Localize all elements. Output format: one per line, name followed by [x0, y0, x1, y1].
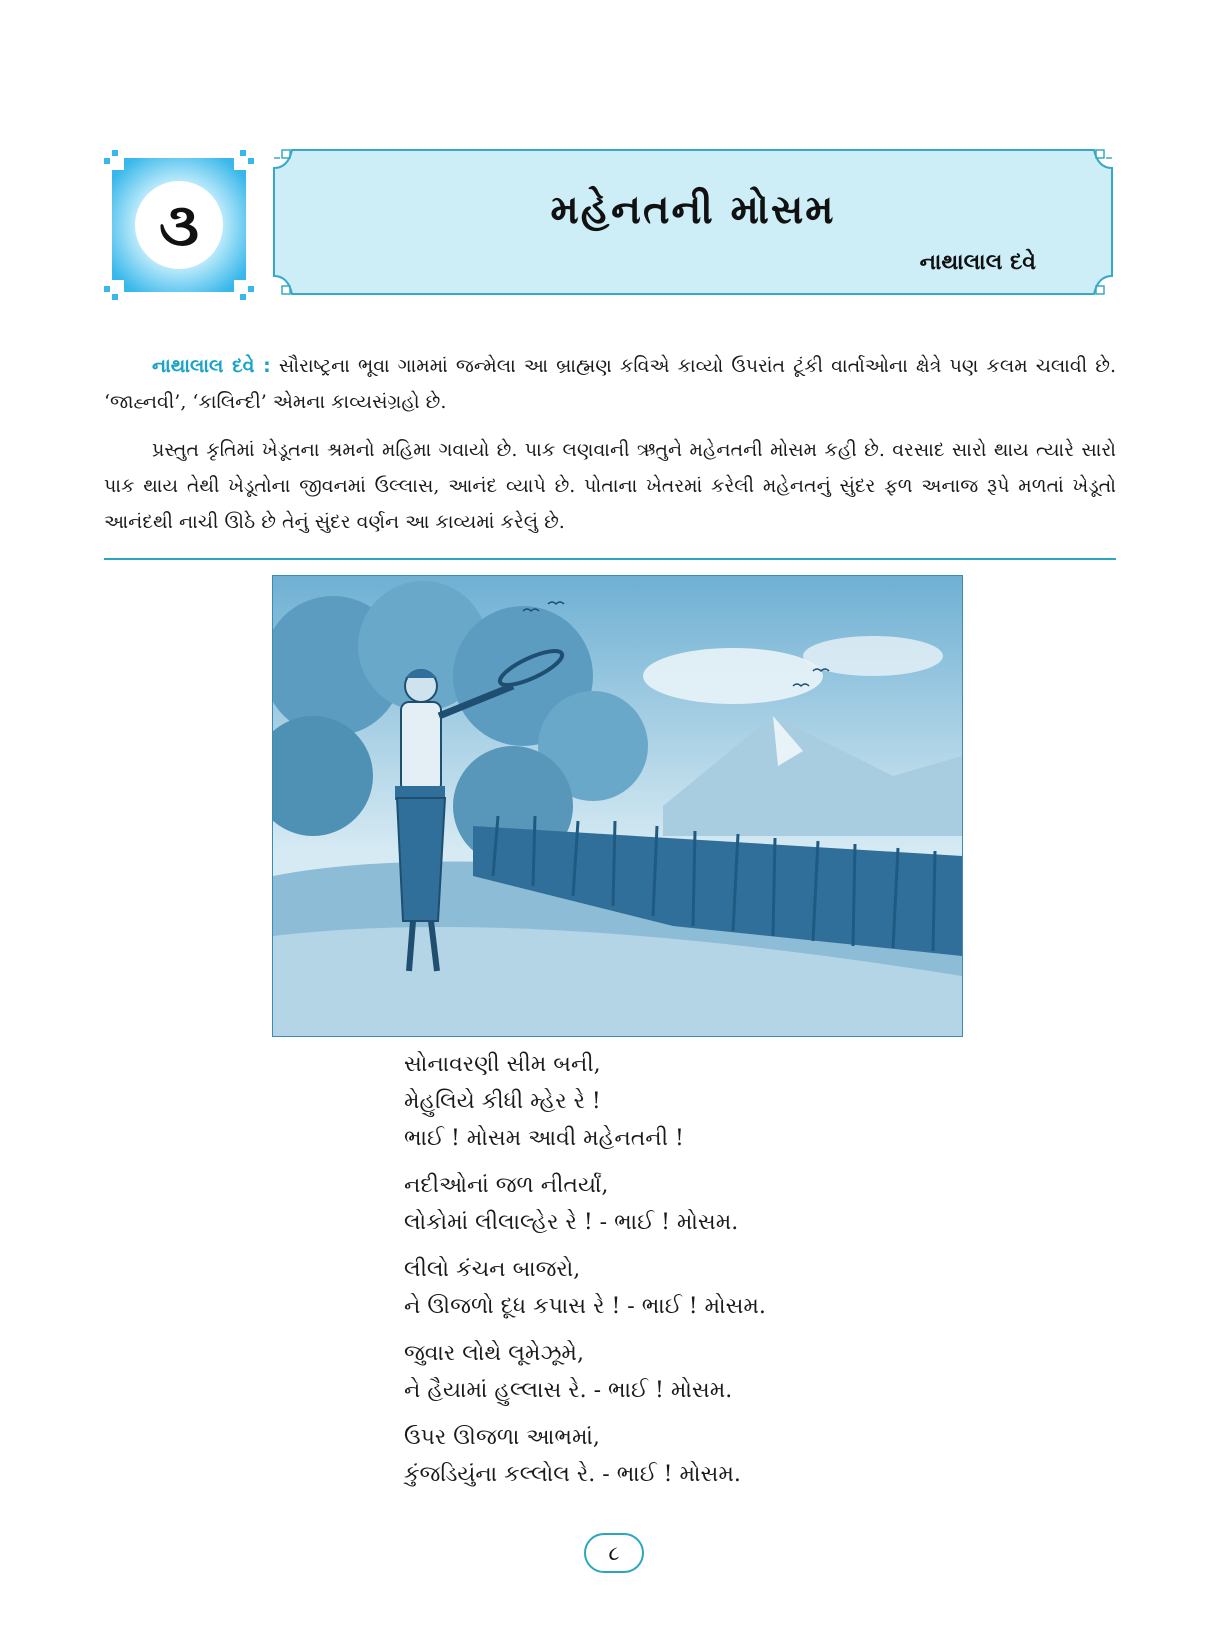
author-bio-paragraph [104, 348, 1116, 420]
summary-paragraph: પ્રસ્તુત કૃતિમાં ખેડૂતના શ્રમનો મહિમા ગવાયો છે. પાક લણવાની ઋતુને મહેનતની મોસમ કહી છે. વરસાદ સારો થાય ત્યારે સારો પાક થાય તેથી ખેડૂતોના જીવનમાં ઉલ્લાસ, આનંદ વ્યાપે છે. પોતાના ખેતરમાં કરેલી મહેનતનું સુંદર ફળ અનાજ રૂપે મળતાં ખેડૂતો આનંદથી નાચી ઊઠે છે તેનું સુંદર વર્ણન આ કાવ્યમાં કરેલું છે. [104, 439, 1116, 533]
poem-line: ઉપર ઊજળા આભમાં, [404, 1425, 600, 1450]
title-frame [270, 146, 1116, 298]
poem-line: ભાઈ ! મોસમ આવી મહેનતની ! [404, 1126, 684, 1151]
poem-line: મેહુલિયે કીધી મ્હેર રે ! [404, 1089, 601, 1114]
poem-stanza [404, 1167, 1104, 1241]
chapter-number-badge [104, 150, 254, 300]
poem-line: ને હૈયામાં હુલ્લાસ રે. - ભાઈ ! મોસમ. [404, 1378, 733, 1403]
section-divider [104, 558, 1116, 560]
farmer-illustration [272, 575, 963, 1037]
author-bio-label: નાથાલાલ દવે : [152, 355, 271, 377]
chapter-title: મહેનતની મોસમ [550, 186, 836, 233]
poem-line: કુંજડિયુંના કલ્લોલ રે. - ભાઈ ! મોસમ. [404, 1462, 741, 1487]
farmer-harvest-image [273, 576, 962, 1036]
poem-line: નદીઓનાં જળ નીતર્યાં, [404, 1173, 609, 1198]
page-number: ૮ [584, 1533, 644, 1573]
poem-line: લીલો કંચન બાજરો, [404, 1257, 581, 1282]
poem-stanza [404, 1046, 1104, 1157]
poem-stanza [404, 1419, 1104, 1493]
chapter-author: નાથાલાલ દવે [919, 250, 1036, 275]
poem-stanza [404, 1251, 1104, 1325]
poem-line: જુવાર લોથે લૂમેઝૂમે, [404, 1341, 584, 1366]
poem-line: લોકોમાં લીલાલ્હેર રે ! - ભાઈ ! મોસમ. [404, 1210, 739, 1235]
poem [404, 1046, 1104, 1503]
chapter-number: ૩ [159, 190, 199, 260]
poem-line: સોનાવરણી સીમ બની, [404, 1052, 601, 1077]
author-bio-text: સૌરાષ્ટ્રના ભૂવા ગામમાં જન્મેલા આ બ્રાહ્મણ કવિએ કાવ્યો ઉપરાંત ટૂંકી વાર્તાઓના ક્ષેત્રે પણ કલમ ચલાવી છે. ‘જાહ્નવી’, ‘કાલિન્દી’ એમના કાવ્યસંગ્રહો છે. [104, 355, 1116, 413]
intro-section [104, 348, 1116, 552]
poem-stanza [404, 1335, 1104, 1409]
poem-line: ને ઊજળો દૂધ કપાસ રે ! - ભાઈ ! મોસમ. [404, 1294, 766, 1319]
